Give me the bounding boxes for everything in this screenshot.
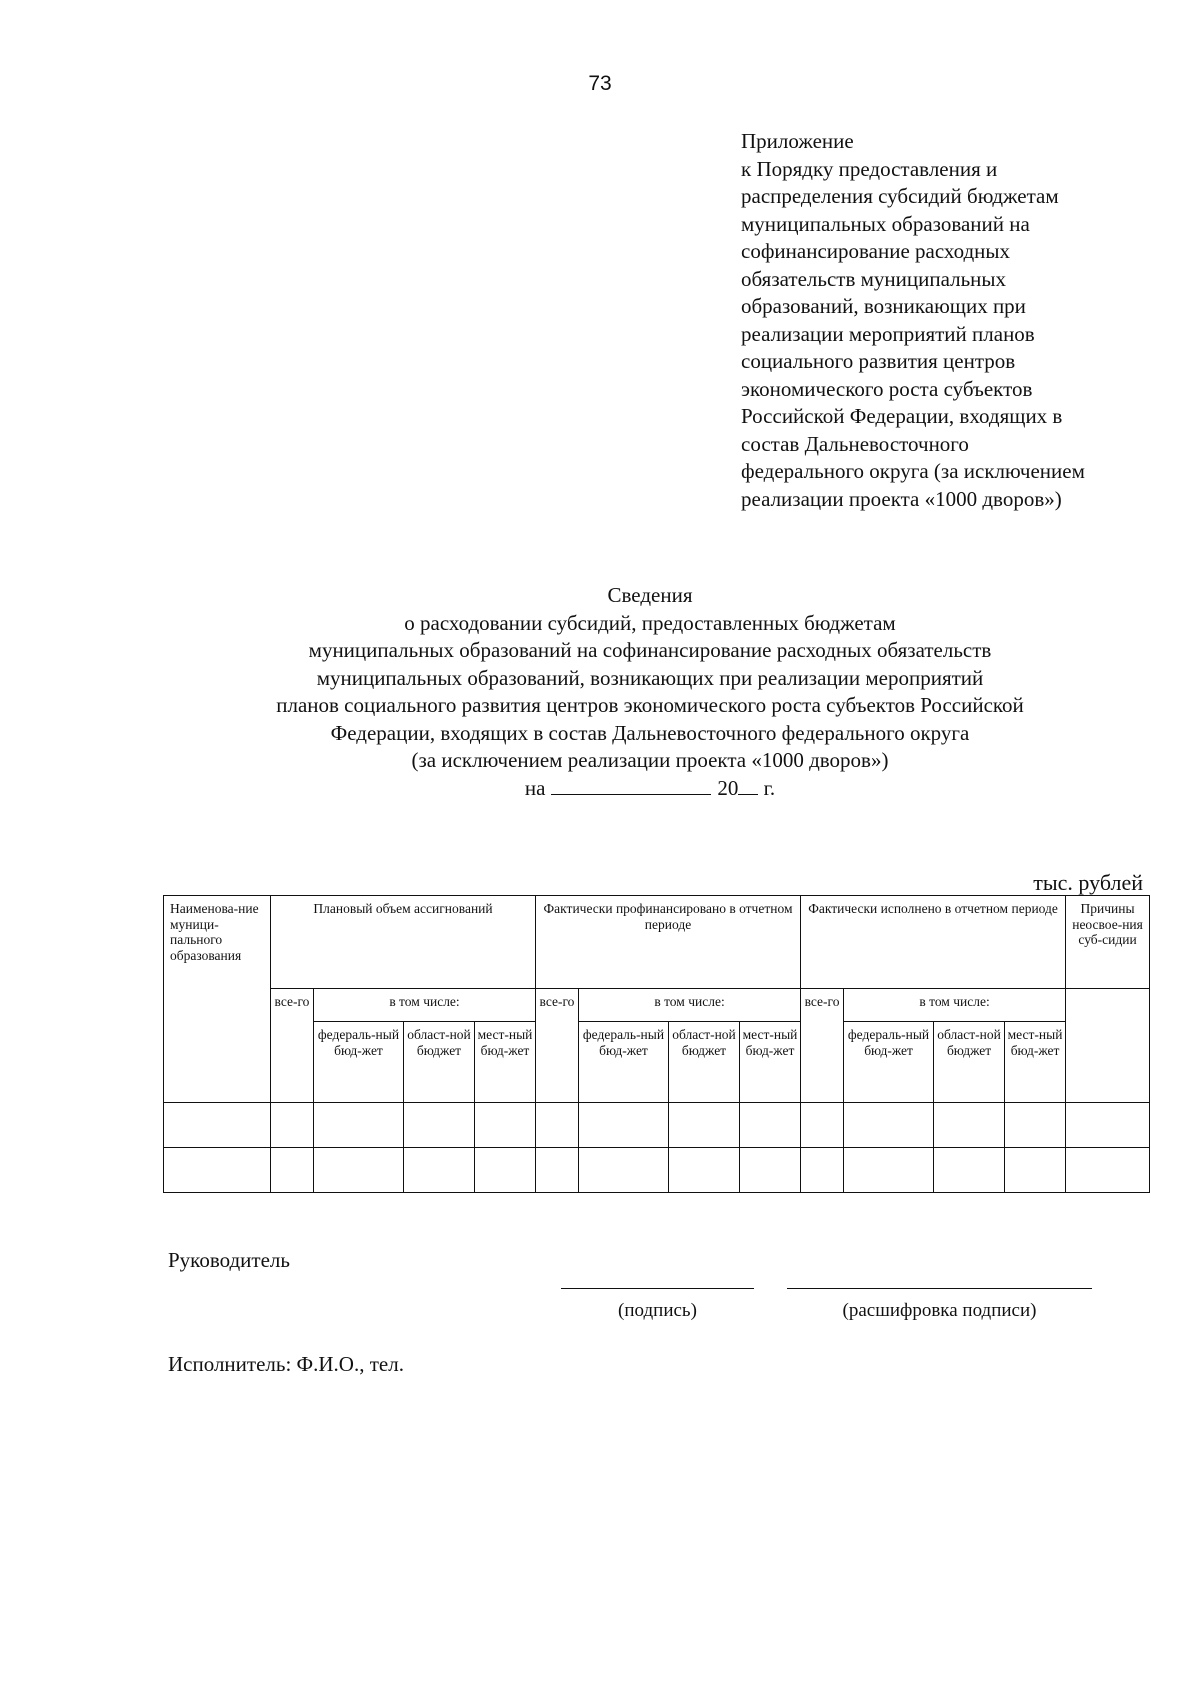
table-cell[interactable] [271,1148,314,1193]
appendix-line: образований, возникающих при [741,294,1026,318]
table-cell[interactable] [1066,1103,1150,1148]
header-total: все-го [801,989,844,1103]
document-heading [0,582,1200,802]
table-cell[interactable] [934,1103,1005,1148]
heading-line: о расходовании субсидий, предоставленных бюджетам [404,610,896,635]
header-regional: област-ной бюджет [934,1022,1005,1103]
page-number: 73 [588,72,612,95]
table-cell[interactable] [740,1103,801,1148]
table-row [164,1103,1150,1148]
head-label: Руководитель [168,1248,290,1272]
header-including: в том числе: [844,989,1066,1022]
signature-decoding-caption: (расшифровка подписи) [842,1300,1037,1321]
report-date-line [0,775,1200,803]
signature-caption: (подпись) [618,1300,697,1321]
header-total: все-го [271,989,314,1103]
table-cell[interactable] [669,1103,740,1148]
appendix-line: распределения субсидий бюджетам [741,184,1059,208]
header-including: в том числе: [579,989,801,1022]
header-reasons-blank [1066,989,1150,1103]
year-blank [738,776,758,795]
table-cell[interactable] [475,1103,536,1148]
units-label: тыс. рублей [1033,870,1143,895]
heading-line: планов социального развития центров экономического роста субъектов Российской [276,693,1024,717]
appendix-line: Приложение [741,129,854,153]
executor-label: Исполнитель: Ф.И.О., тел. [168,1352,404,1376]
table-cell[interactable] [164,1103,271,1148]
table-row [164,1148,1150,1193]
table-cell[interactable] [536,1148,579,1193]
table-cell[interactable] [271,1103,314,1148]
heading-title: Сведения [607,583,693,607]
header-executed: Фактически исполнено в отчетном периоде [801,896,1066,989]
heading-line: муниципальных образований на софинансирование расходных обязательств [308,638,992,662]
table-cell[interactable] [579,1103,669,1148]
table-cell[interactable] [1005,1103,1066,1148]
table-cell[interactable] [801,1103,844,1148]
table-cell[interactable] [844,1148,934,1193]
date-year: 20 [717,775,739,800]
header-local: мест-ный бюд-жет [740,1022,801,1103]
header-total: все-го [536,989,579,1103]
header-federal: федераль-ный бюд-жет [314,1022,404,1103]
header-federal: федераль-ный бюд-жет [579,1022,669,1103]
date-suffix: г. [763,775,776,800]
table-cell[interactable] [164,1148,271,1193]
table-cell[interactable] [844,1103,934,1148]
table-subheader-row [164,989,1150,1022]
table-cell[interactable] [1005,1148,1066,1193]
appendix-line: состав Дальневосточного [741,431,969,456]
heading-line: (за исключением реализации проекта «1000 дворов») [411,748,889,772]
date-blank [551,776,711,795]
header-federal: федераль-ный бюд-жет [844,1022,934,1103]
table-cell[interactable] [934,1148,1005,1193]
header-local: мест-ный бюд-жет [1005,1022,1066,1103]
date-prefix: на [524,775,546,800]
appendix-line: экономического роста субъектов [741,376,1033,401]
appendix-line: к Порядку предоставления и [741,156,998,181]
table-header-row [164,896,1150,989]
table-cell[interactable] [404,1103,475,1148]
table-cell[interactable] [1066,1148,1150,1193]
header-regional: област-ной бюджет [669,1022,740,1103]
appendix-line: социального развития центров [741,349,1016,373]
appendix-line: федерального округа (за исключением [741,459,1085,483]
table-cell[interactable] [536,1103,579,1148]
appendix-line: софинансирование расходных [741,239,1011,263]
signature-decoding-line[interactable] [787,1288,1092,1289]
table-cell[interactable] [801,1148,844,1193]
appendix-line: реализации мероприятий планов [741,321,1035,346]
header-local: мест-ный бюд-жет [475,1022,536,1103]
header-financed: Фактически профинансировано в отчетном периоде [536,896,801,989]
appendix-line: обязательств муниципальных [741,266,1007,291]
appendix-note [741,128,1181,513]
table-cell[interactable] [740,1148,801,1193]
table-cell[interactable] [314,1103,404,1148]
table-cell[interactable] [314,1148,404,1193]
heading-line: муниципальных образований, возникающих при реализации мероприятий [316,665,984,690]
heading-line: Федерации, входящих в состав Дальневосточного федерального округа [330,720,970,745]
report-table [163,895,1150,1193]
appendix-line: муниципальных образований на [741,211,1030,236]
header-planned: Плановый объем ассигнований [271,896,536,989]
header-regional: област-ной бюджет [404,1022,475,1103]
signature-line[interactable] [561,1288,754,1289]
header-reasons: Причины неосвое-ния суб-сидии [1066,896,1150,989]
appendix-line: Российской Федерации, входящих в [741,404,1063,428]
table-cell[interactable] [579,1148,669,1193]
header-including: в том числе: [314,989,536,1022]
table-cell[interactable] [669,1148,740,1193]
table-cell[interactable] [404,1148,475,1193]
table-cell[interactable] [475,1148,536,1193]
appendix-line: реализации проекта «1000 дворов») [741,486,1062,511]
header-municipality: Наименова-ние муници-пального образования [164,896,271,1103]
